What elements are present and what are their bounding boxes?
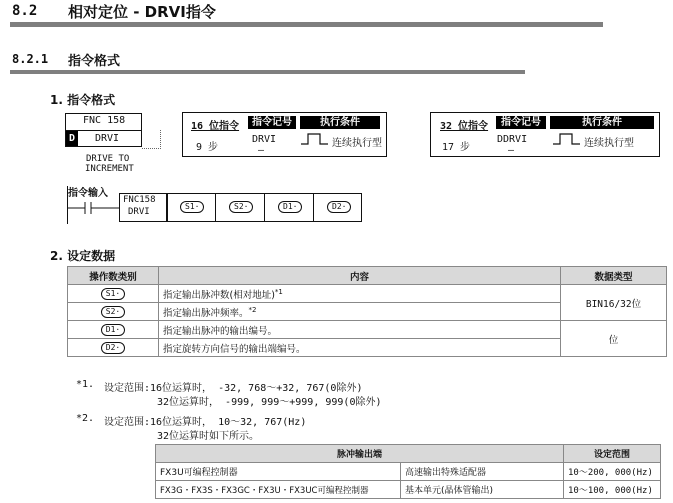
table-row — [156, 481, 661, 499]
col-type: 数据类型 — [561, 267, 667, 285]
settings-table — [67, 266, 667, 357]
increment-label: INCREMENT — [85, 164, 134, 174]
ladder-operand-div — [313, 193, 314, 222]
subsection-number: 8.2.1 — [12, 52, 49, 66]
footnote-ref: *1 — [274, 287, 283, 296]
instr32-symbol: DDRVI — [497, 134, 528, 145]
col-operand: 操作数类别 — [68, 267, 159, 285]
freq-range: 10～100, 000(Hz) — [564, 481, 661, 499]
freq-plc: FX3G・FX3S・FX3GC・FX3U・FX3UC可编程控制器 — [156, 481, 401, 499]
instr16-cond: 连续执行型 — [332, 138, 382, 149]
note2-line2: 32位运算时如下所示。 — [157, 431, 260, 442]
instr16-symbol: DRVI — [252, 134, 277, 145]
note1-line2: 32位运算时， -999, 999～+999, 999(0除外) — [157, 397, 382, 408]
instr32-cond: 连续执行型 — [584, 138, 634, 149]
operand-s2: S2· — [101, 306, 125, 318]
fnc-label: FNC 158 — [83, 115, 126, 126]
row-content: 指定旋转方向信号的输出端编号。 — [163, 343, 306, 355]
fnc-mnemonic: DRVI — [95, 133, 120, 144]
freq-port: 基本单元(晶体管输出) — [401, 481, 564, 499]
ladder-fnc: FNC158 — [123, 195, 156, 205]
type-bit: 位 — [561, 321, 667, 357]
freq-range: 10～200, 000(Hz) — [564, 463, 661, 481]
instr32-symbol-header: 指令记号 — [496, 116, 546, 129]
note2-mark: *2. — [76, 413, 95, 424]
footnote-ref: *2 — [248, 305, 257, 314]
note1-mark: *1. — [76, 379, 95, 390]
instr16-dash: — — [258, 145, 265, 156]
ladder-operand-div — [215, 193, 216, 222]
freq-table — [155, 444, 661, 499]
instr32-bits: 32 位指令 — [440, 121, 489, 132]
ladder-operand-d1: D1· — [278, 201, 302, 213]
instr16-steps: 9 步 — [196, 142, 219, 153]
table-row — [68, 321, 667, 339]
freq-plc: FX3U可编程控制器 — [156, 463, 401, 481]
section2-title: 2. 设定数据 — [50, 249, 116, 263]
col-content: 内容 — [159, 267, 561, 285]
section-number: 8.2 — [12, 3, 38, 19]
note1-line1: 设定范围:16位运算时， -32, 768～+32, 767(0除外) — [104, 383, 363, 394]
section1-title: 1. 指令格式 — [50, 93, 116, 107]
instr16-symbol-header: 指令记号 — [248, 116, 296, 129]
ladder-mnemonic: DRVI — [128, 207, 150, 217]
ladder-input-label: 指令输入 — [68, 188, 108, 199]
instr16-bits: 16 位指令 — [191, 121, 240, 132]
subsection-rule — [10, 70, 525, 74]
pulse-icon — [552, 132, 582, 146]
instr32-steps: 17 步 — [442, 142, 471, 153]
page-title: 相对定位 - DRVI指令 — [68, 3, 216, 21]
title-rule — [10, 22, 603, 27]
row-content: 指定输出脉冲数(相对地址) — [163, 289, 275, 301]
ladder-operand-div — [264, 193, 265, 222]
note2-line1: 设定范围:16位运算时， 10～32, 767(Hz) — [104, 417, 307, 428]
type-bin: BIN16/32位 — [561, 285, 667, 321]
d-badge: D — [66, 131, 78, 146]
ladder-operand-s2: S2· — [229, 201, 253, 213]
subsection-title: 指令格式 — [68, 54, 121, 69]
freq-col-output: 脉冲输出端 — [156, 445, 564, 463]
instr32-dash: — — [508, 145, 515, 156]
row-content: 指定输出脉冲频率。 — [163, 307, 249, 319]
ladder-operand-d2: D2· — [327, 201, 351, 213]
pulse-icon — [300, 132, 330, 146]
ladder-operand-s1: S1· — [180, 201, 204, 213]
table-row — [68, 285, 667, 303]
operand-d2: D2· — [101, 342, 125, 354]
instr32-cond-header: 执行条件 — [550, 116, 654, 129]
operand-s1: S1· — [101, 288, 125, 300]
instr16-cond-header: 执行条件 — [300, 116, 380, 129]
operand-d1: D1· — [101, 324, 125, 336]
row-content: 指定输出脉冲的输出编号。 — [163, 325, 278, 337]
fnc-dotted-right — [142, 130, 161, 149]
table-row — [156, 463, 661, 481]
freq-col-range: 设定范围 — [564, 445, 661, 463]
contact-icon — [67, 200, 119, 216]
drive-to-label: DRIVE TO — [86, 154, 130, 164]
freq-port: 高速输出特殊适配器 — [401, 463, 564, 481]
